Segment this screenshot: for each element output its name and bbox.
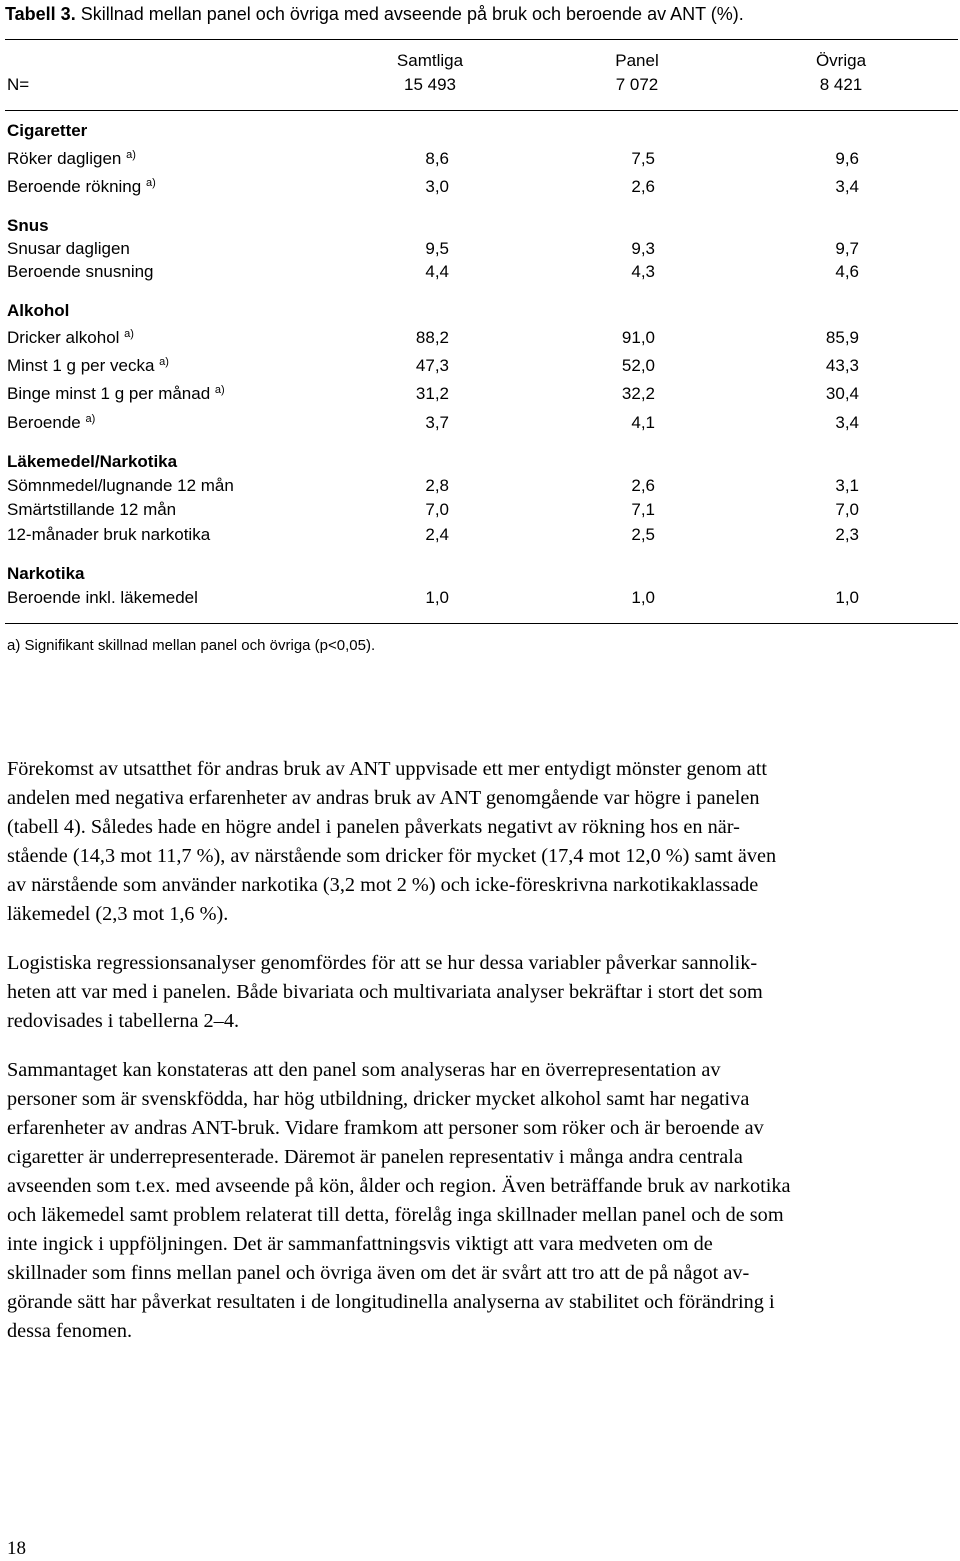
row-label-text: Beroende inkl. läkemedel (7, 588, 198, 607)
table-bottom-rule (5, 623, 958, 624)
cell-samtliga: 9,5 (425, 239, 449, 258)
table-section-header (0, 120, 960, 142)
paragraph-line: läkemedel (2,3 mot 1,6 %). (7, 903, 229, 925)
cell-panel: 32,2 (621, 384, 655, 403)
cell-samtliga: 8,6 (425, 149, 449, 168)
paragraph-line: inte ingick i uppföljningen. Det är sammanfattningsvis viktigt att vara medveten om de (7, 1233, 713, 1255)
n-ovriga: 8 421 (819, 75, 863, 94)
paragraph-line: redovisades i tabellerna 2–4. (7, 1010, 240, 1032)
row-label-text: Narkotika (7, 564, 85, 583)
table-column-headers (0, 50, 960, 72)
row-label (7, 261, 154, 283)
row-label (7, 327, 134, 349)
table-footnote: a) Signifikant skillnad mellan panel och övriga (p<0,05). (7, 637, 376, 654)
body-paragraph-3 (7, 1056, 957, 1346)
cell-panel: 1,0 (631, 588, 655, 607)
cell-panel: 91,0 (621, 328, 655, 347)
row-label (7, 499, 176, 521)
table-section-header (0, 451, 960, 473)
cell-ovriga: 3,4 (835, 177, 859, 196)
cell-samtliga: 47,3 (415, 356, 449, 375)
cell-samtliga: 1,0 (425, 588, 449, 607)
significance-mark: a) (124, 328, 134, 340)
row-label (7, 238, 130, 260)
table-row (0, 475, 960, 497)
cell-ovriga: 1,0 (835, 588, 859, 607)
table-caption-label: Tabell 3. (5, 4, 76, 24)
table-row (0, 261, 960, 283)
table-header-rule (5, 110, 958, 111)
table-row (0, 587, 960, 609)
cell-samtliga: 88,2 (415, 328, 449, 347)
page-number: 18 (7, 1538, 26, 1559)
cell-panel: 7,1 (631, 500, 655, 519)
cell-ovriga: 4,6 (835, 262, 859, 281)
table-n-row (0, 74, 960, 96)
row-label (7, 176, 156, 198)
paragraph-line: andelen med negativa erfarenheter av andras bruk av ANT genomgående var högre i panelen (7, 787, 760, 809)
cell-panel: 2,6 (631, 476, 655, 495)
row-label (7, 148, 136, 170)
section-label (7, 563, 84, 585)
paragraph-line: skillnader som finns mellan panel och övriga även om det är svårt att tro att de på något av- (7, 1262, 750, 1284)
cell-panel: 4,3 (631, 262, 655, 281)
paragraph-line: erfarenheter av andras ANT-bruk. Vidare framkom att personer som röker och är beroende av (7, 1117, 764, 1139)
section-label (7, 120, 87, 142)
paragraph-line: Sammantaget kan konstateras att den panel som analyseras har en överrepresentation av (7, 1059, 721, 1081)
row-label-text: Sömnmedel/lugnande 12 mån (7, 476, 234, 495)
cell-samtliga: 3,7 (425, 413, 449, 432)
n-samtliga: 15 493 (404, 75, 456, 94)
body-paragraph-2 (7, 949, 957, 1036)
column-header-panel: Panel (615, 51, 659, 70)
cell-panel: 4,1 (631, 413, 655, 432)
paragraph-line: personer som är svenskfödda, har hög utbildning, dricker mycket alkohol samt har negativa (7, 1088, 750, 1110)
cell-panel: 9,3 (631, 239, 655, 258)
cell-samtliga: 31,2 (415, 384, 449, 403)
section-label (7, 451, 177, 473)
cell-ovriga: 2,3 (835, 525, 859, 544)
significance-mark: a) (85, 413, 96, 425)
table-row (0, 238, 960, 260)
paragraph-line: dessa fenomen. (7, 1320, 133, 1342)
cell-samtliga: 2,8 (425, 476, 449, 495)
paragraph-line: heten att var med i panelen. Både bivariata och multivariata analyser bekräftar i stort det som (7, 981, 763, 1003)
table-row (0, 148, 960, 170)
paragraph-line: Förekomst av utsatthet för andras bruk av ANT uppvisade ett mer entydigt mönster genom att (7, 758, 768, 780)
row-label-text: Snus (7, 216, 49, 235)
table-section-header (0, 215, 960, 237)
row-label-text: Beroende rökning (7, 177, 142, 196)
row-label-text: Smärtstillande 12 mån (7, 500, 177, 519)
significance-mark: a) (145, 177, 156, 189)
row-label-text: Alkohol (7, 301, 70, 320)
cell-ovriga: 3,1 (835, 476, 859, 495)
cell-ovriga: 3,4 (835, 413, 859, 432)
cell-ovriga: 30,4 (825, 384, 859, 403)
significance-mark: a) (159, 356, 169, 368)
cell-ovriga: 43,3 (825, 356, 859, 375)
row-label (7, 524, 210, 546)
paragraph-line: (tabell 4). Således hade en högre andel i panelen påverkats negativt av rökning hos en när- (7, 816, 740, 838)
row-label (7, 383, 225, 405)
significance-mark: a) (214, 384, 225, 396)
paragraph-line: görande sätt har påverkat resultaten i de longitudinella analyserna av stabilitet och förändring i (7, 1291, 775, 1313)
paragraph-line: och läkemedel samt problem relaterat till detta, förelåg inga skillnader mellan panel och de som (7, 1204, 784, 1226)
paragraph-line: cigaretter är underrepresenterade. Däremot är panelen representativ i många andra centrala (7, 1146, 743, 1168)
significance-mark: a) (126, 149, 136, 161)
cell-samtliga: 4,4 (425, 262, 449, 281)
table-top-rule (5, 39, 958, 40)
row-label-text: Beroende (7, 413, 81, 432)
row-label-text: Dricker alkohol (7, 328, 120, 347)
table-section-header (0, 300, 960, 322)
table-caption (5, 3, 744, 25)
n-label: N= (7, 75, 30, 94)
row-label (7, 412, 95, 434)
paragraph-line: stående (14,3 mot 11,7 %), av närstående som dricker för mycket (17,4 mot 12,0 %) samt även (7, 845, 777, 867)
row-label (7, 587, 198, 609)
row-label-text: Cigaretter (7, 121, 88, 140)
cell-ovriga: 9,6 (835, 149, 859, 168)
body-paragraph-1 (7, 755, 957, 929)
table-row (0, 176, 960, 198)
row-label-text: Snusar dagligen (7, 239, 130, 258)
n-panel: 7 072 (615, 75, 659, 94)
table-row (0, 355, 960, 377)
table-row (0, 383, 960, 405)
table-caption-text: Skillnad mellan panel och övriga med avseende på bruk och beroende av ANT (%). (75, 4, 744, 24)
paragraph-line: av närstående som använder narkotika (3,2 mot 2 %) och icke-föreskrivna narkotikaklassade (7, 874, 759, 896)
section-label (7, 215, 49, 237)
cell-panel: 2,5 (631, 525, 655, 544)
row-label-text: Binge minst 1 g per månad (7, 384, 211, 403)
row-label (7, 475, 234, 497)
row-label-text: Läkemedel/Narkotika (7, 452, 178, 471)
cell-panel: 7,5 (631, 149, 655, 168)
cell-panel: 52,0 (621, 356, 655, 375)
row-label (7, 355, 169, 377)
table-row (0, 524, 960, 546)
paragraph-line: avseenden som t.ex. med avseende på kön, ålder och region. Även beträffande bruk av narkotika (7, 1175, 791, 1197)
row-label-text: Beroende snusning (7, 262, 154, 281)
section-label (7, 300, 69, 322)
table-row (0, 499, 960, 521)
row-label-text: Röker dagligen (7, 149, 122, 168)
cell-samtliga: 7,0 (425, 500, 449, 519)
cell-ovriga: 9,7 (835, 239, 859, 258)
cell-ovriga: 85,9 (825, 328, 859, 347)
cell-panel: 2,6 (631, 177, 655, 196)
table-section-header (0, 563, 960, 585)
paragraph-line: Logistiska regressionsanalyser genomfördes för att se hur dessa variabler påverkar sannolik- (7, 952, 758, 974)
cell-ovriga: 7,0 (835, 500, 859, 519)
table-row (0, 412, 960, 434)
table-row (0, 327, 960, 349)
cell-samtliga: 2,4 (425, 525, 449, 544)
column-header-samtliga: Samtliga (396, 51, 464, 70)
column-header-ovriga: Övriga (815, 51, 867, 70)
row-label-text: 12-månader bruk narkotika (7, 525, 211, 544)
cell-samtliga: 3,0 (425, 177, 449, 196)
row-label-text: Minst 1 g per vecka (7, 356, 155, 375)
